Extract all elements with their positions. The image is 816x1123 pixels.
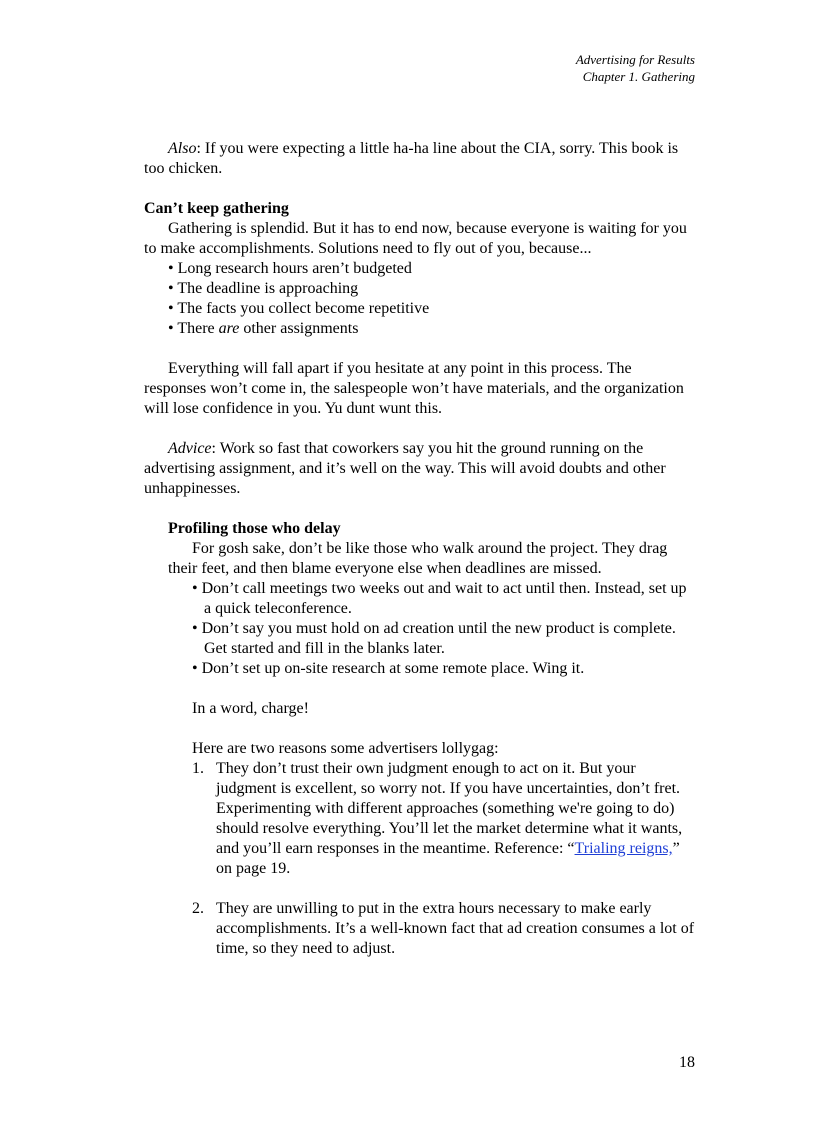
bullet-item: • Don’t call meetings two weeks out and wait to act until then. Instead, set up a quick teleconference.	[192, 580, 687, 617]
section-heading-cant-keep-gathering: Can’t keep gathering	[144, 200, 289, 217]
also-paragraph	[144, 139, 696, 179]
section-heading-profiling: Profiling those who delay	[168, 520, 341, 537]
reasons-intro: Here are two reasons some advertisers lollygag:	[192, 740, 499, 757]
item-number: 1.	[192, 760, 204, 777]
page-body	[144, 139, 696, 959]
profiling-subsection	[168, 519, 696, 959]
bullet-item: • There are other assignments	[168, 320, 359, 337]
profiling-bullet-list	[192, 579, 696, 959]
header-book-title: Advertising for Results	[575, 52, 695, 67]
page-number: 18	[679, 1054, 695, 1071]
bullet-item: • Long research hours aren’t budgeted	[168, 260, 412, 277]
fall-apart-paragraph: Everything will fall apart if you hesitate at any point in this process. The responses won’t come in, the salespeople won’t have materials, and the organization will lose confidence in you. Yu dunt wunt this.	[144, 360, 684, 417]
item-number: 2.	[192, 900, 204, 917]
charge-line: In a word, charge!	[192, 700, 309, 717]
item-text: They don’t trust their own judgment enough to act on it. But your judgment is excellent, so worry not. If you have uncertainties, don’t fret. Experimenting with different approaches (something we're going to do) should resolve everything. You’ll let the market determine what it wants, and you’ll earn responses in the meantime. Reference: “Trialing reigns,” on page 19.	[216, 760, 683, 877]
trialing-reigns-link[interactable]: Trialing reigns,	[574, 840, 673, 857]
item-text: They are unwilling to put in the extra hours necessary to make early accomplishments. It’s a well-known fact that ad creation consumes a lot of time, so they need to adjust.	[216, 900, 695, 957]
bullet-item: • Don’t set up on-site research at some remote place. Wing it.	[192, 660, 585, 677]
advice-paragraph	[144, 439, 696, 499]
header-chapter: Chapter 1. Gathering	[582, 69, 695, 84]
also-label: Also	[168, 140, 197, 157]
bullet-item: • Don’t say you must hold on ad creation until the new product is complete. Get started and fill in the blanks later.	[192, 620, 676, 657]
numbered-item	[192, 899, 696, 959]
numbered-item	[192, 759, 696, 879]
running-header	[576, 51, 695, 85]
advice-label: Advice	[168, 440, 212, 457]
bullet-item: • The deadline is approaching	[168, 280, 359, 297]
advice-text: : Work so fast that coworkers say you hit the ground running on the advertising assignment, and it’s well on the way. This will avoid doubts and other unhappinesses.	[144, 440, 666, 497]
gathering-bullet-list	[168, 259, 696, 339]
also-text: : If you were expecting a little ha-ha line about the CIA, sorry. This book is too chicken.	[144, 140, 679, 177]
bullet-item: • The facts you collect become repetitive	[168, 300, 430, 317]
profiling-intro: For gosh sake, don’t be like those who walk around the project. They drag their feet, and then blame everyone else when deadlines are missed.	[168, 540, 668, 577]
gathering-intro: Gathering is splendid. But it has to end now, because everyone is waiting for you to make accomplishments. Solutions need to fly out of you, because...	[144, 220, 687, 257]
